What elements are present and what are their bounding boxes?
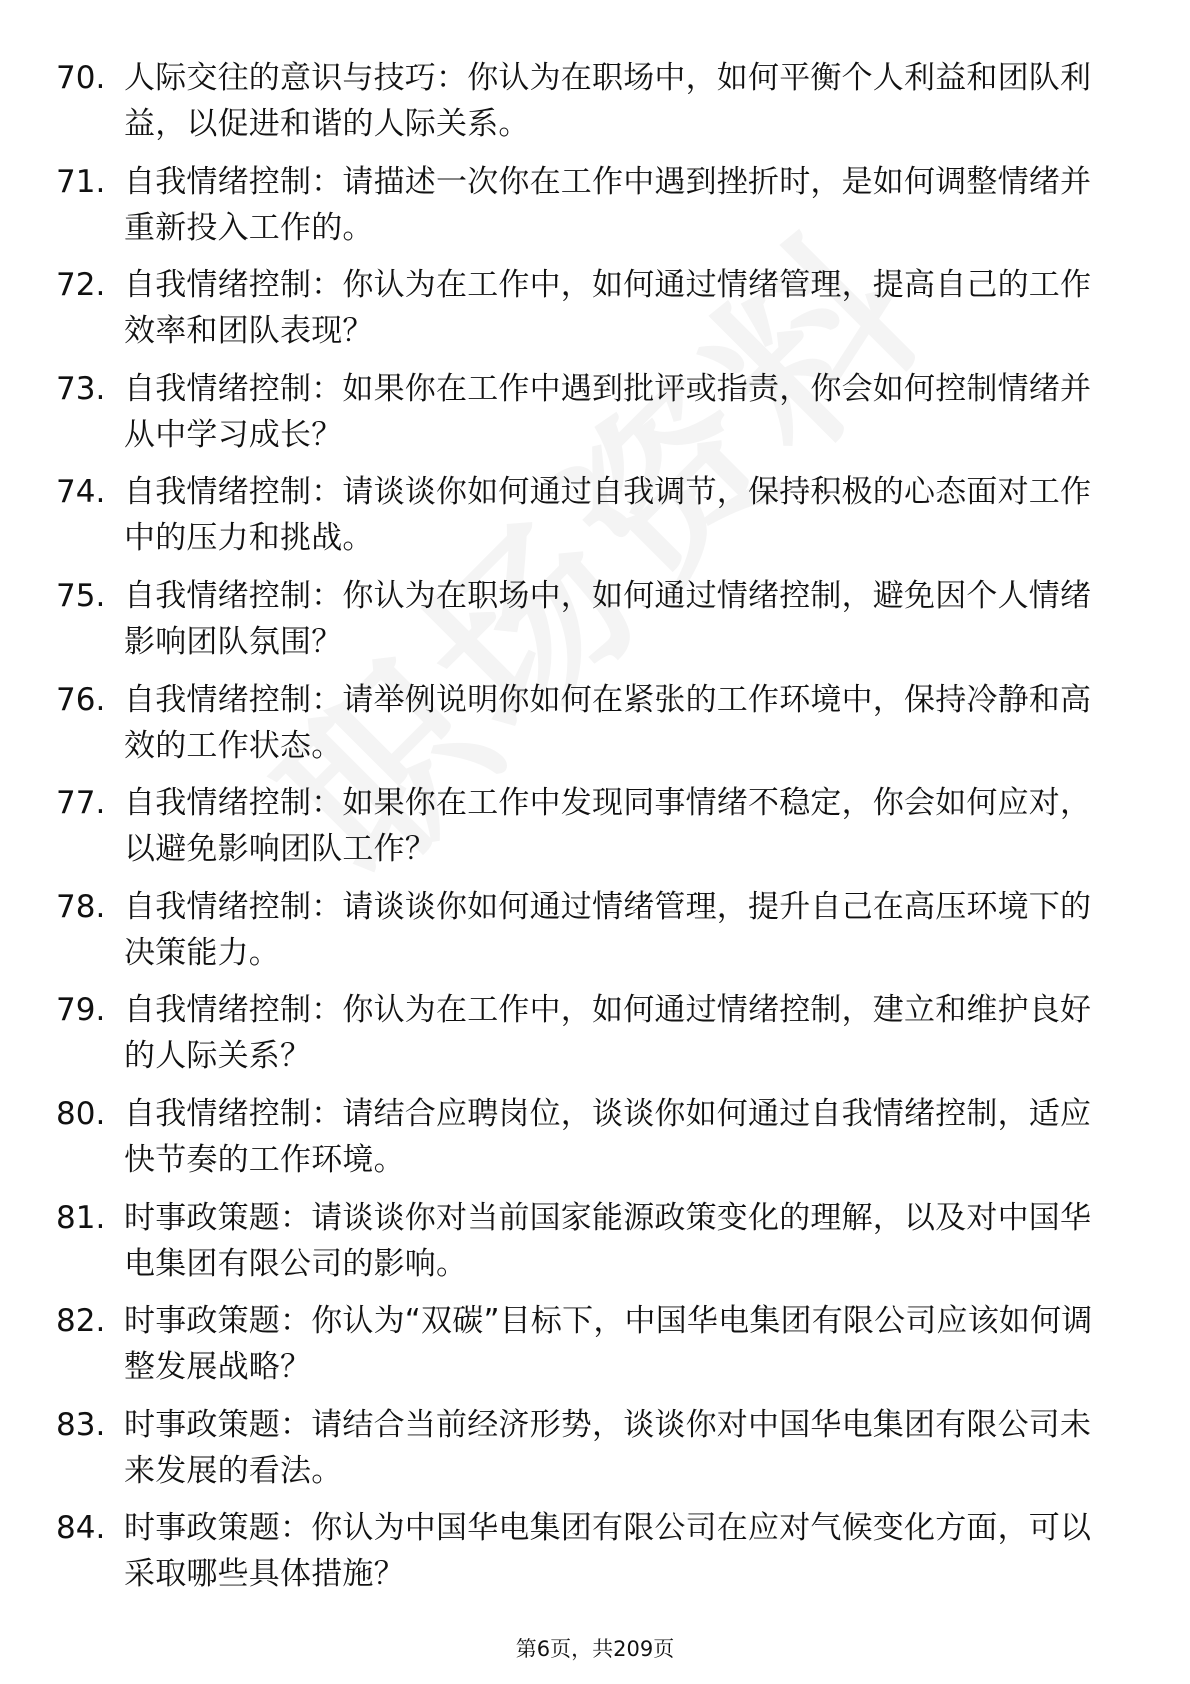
question-number: 75. bbox=[56, 577, 106, 614]
list-item bbox=[56, 884, 1116, 988]
question-number: 74. bbox=[56, 474, 106, 511]
list-item bbox=[56, 987, 1116, 1091]
question-text: 自我情绪控制：你认为在工作中，如何通过情绪管理，提高自己的工作效率和团队表现？ bbox=[124, 267, 1092, 350]
question-text: 自我情绪控制：如果你在工作中遇到批评或指责，你会如何控制情绪并从中学习成长？ bbox=[124, 370, 1092, 453]
list-item bbox=[56, 366, 1116, 470]
question-list bbox=[56, 55, 1116, 1609]
list-item bbox=[56, 1298, 1116, 1402]
question-text: 时事政策题：请结合当前经济形势，谈谈你对中国华电集团有限公司未来发展的看法。 bbox=[124, 1406, 1092, 1489]
list-item bbox=[56, 469, 1116, 573]
question-text: 自我情绪控制：如果你在工作中发现同事情绪不稳定，你会如何应对，以避免影响团队工作？ bbox=[124, 785, 1092, 868]
question-number: 79. bbox=[56, 992, 106, 1029]
question-number: 70. bbox=[56, 60, 106, 96]
list-item bbox=[56, 262, 1116, 366]
question-number: 80. bbox=[56, 1095, 106, 1132]
question-text: 时事政策题：请谈谈你对当前国家能源政策变化的理解，以及对中国华电集团有限公司的影响。 bbox=[124, 1199, 1092, 1282]
question-text: 自我情绪控制：请谈谈你如何通过自我调节，保持积极的心态面对工作中的压力和挑战。 bbox=[124, 474, 1092, 557]
question-text: 自我情绪控制：你认为在工作中，如何通过情绪控制，建立和维护良好的人际关系？ bbox=[124, 992, 1092, 1075]
question-number: 73. bbox=[56, 370, 106, 407]
question-number: 72. bbox=[56, 267, 106, 304]
question-text: 自我情绪控制：请描述一次你在工作中遇到挫折时，是如何调整情绪并重新投入工作的。 bbox=[124, 163, 1092, 246]
question-number: 77. bbox=[56, 785, 106, 822]
list-item bbox=[56, 573, 1116, 677]
page-indicator: 第6页，共209页 bbox=[515, 1637, 675, 1661]
question-number: 76. bbox=[56, 681, 106, 718]
list-item bbox=[56, 1402, 1116, 1506]
question-number: 84. bbox=[56, 1510, 106, 1547]
list-item bbox=[56, 677, 1116, 781]
list-item bbox=[56, 1195, 1116, 1299]
question-number: 71. bbox=[56, 163, 106, 200]
question-text: 自我情绪控制：请举例说明你如何在紧张的工作环境中，保持冷静和高效的工作状态。 bbox=[124, 681, 1092, 764]
list-item bbox=[56, 1091, 1116, 1195]
question-text: 时事政策题：你认为“双碳”目标下，中国华电集团有限公司应该如何调整发展战略？ bbox=[124, 1303, 1093, 1386]
question-text: 时事政策题：你认为中国华电集团有限公司在应对气候变化方面，可以采取哪些具体措施？ bbox=[124, 1510, 1092, 1593]
list-item bbox=[56, 55, 1116, 159]
question-text: 自我情绪控制：请结合应聘岗位，谈谈你如何通过自我情绪控制，适应快节奏的工作环境。 bbox=[124, 1095, 1092, 1178]
question-text: 人际交往的意识与技巧：你认为在职场中，如何平衡个人利益和团队利益，以促进和谐的人际关系。 bbox=[124, 60, 1092, 142]
question-number: 82. bbox=[56, 1303, 106, 1340]
list-item bbox=[56, 780, 1116, 884]
question-number: 83. bbox=[56, 1406, 106, 1443]
question-number: 81. bbox=[56, 1199, 106, 1236]
question-number: 78. bbox=[56, 888, 106, 925]
question-text: 自我情绪控制：请谈谈你如何通过情绪管理，提升自己在高压环境下的决策能力。 bbox=[124, 888, 1092, 971]
list-item bbox=[56, 1505, 1116, 1609]
question-text: 自我情绪控制：你认为在职场中，如何通过情绪控制，避免因个人情绪影响团队氛围？ bbox=[124, 577, 1092, 660]
list-item bbox=[56, 159, 1116, 263]
